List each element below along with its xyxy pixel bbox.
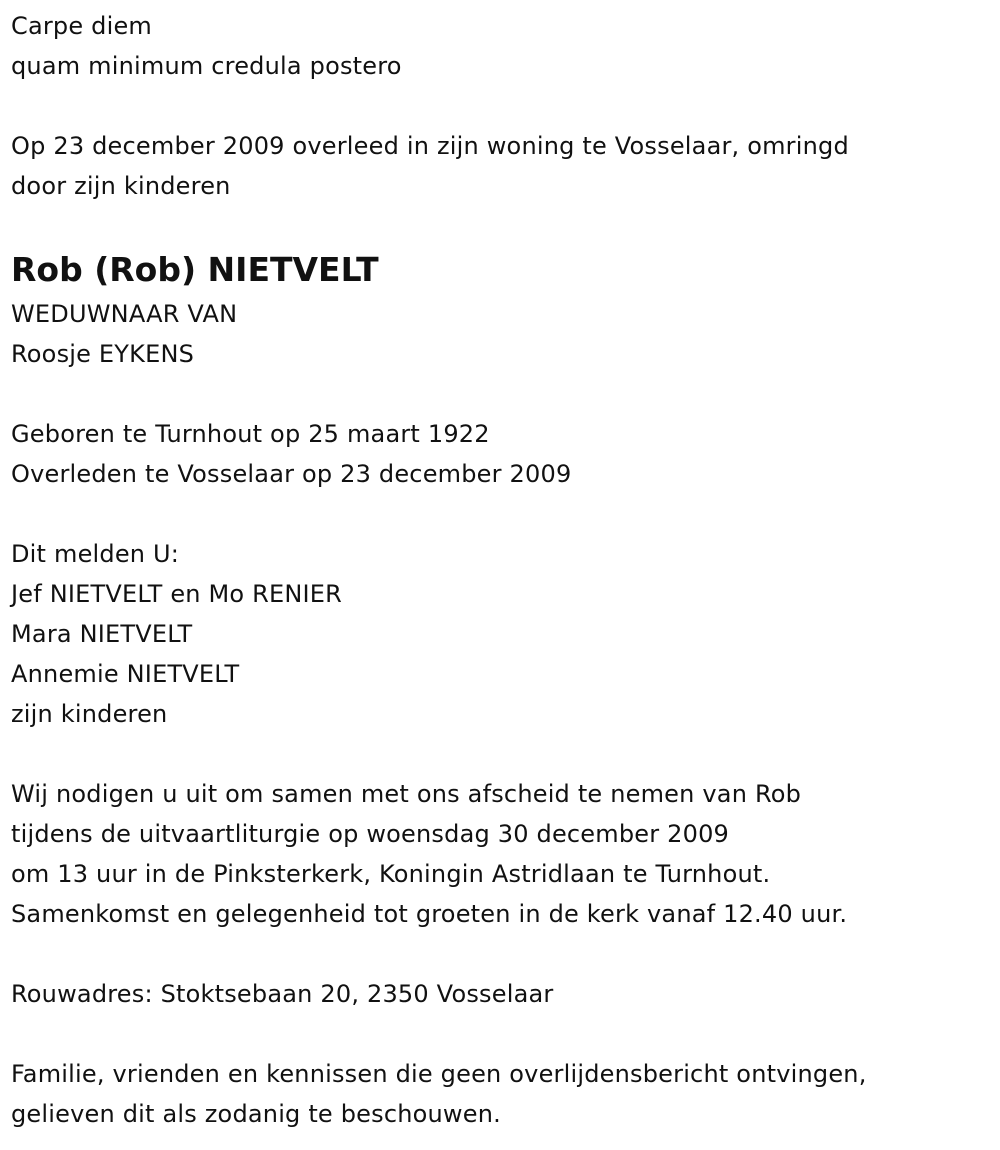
motto-line: quam minimum credula postero <box>11 52 402 80</box>
mourning-address: Rouwadres: Stoktsebaan 20, 2350 Vosselaar <box>11 980 554 1008</box>
dates <box>11 414 1000 494</box>
announcer-line: Jef NIETVELT en Mo RENIER <box>11 580 343 608</box>
announcer-line: Mara NIETVELT <box>11 620 193 648</box>
spouse-line: Roosje EYKENS <box>11 340 195 368</box>
motto <box>11 6 1000 86</box>
spouse-line: WEDUWNAAR VAN <box>11 300 238 328</box>
closing-line: Familie, vrienden en kennissen die geen overlijdensbericht ontvingen, <box>11 1060 867 1088</box>
intro-line: Op 23 december 2009 overleed in zijn woning te Vosselaar, omringd <box>11 132 849 160</box>
announcer-line: Dit melden U: <box>11 540 180 568</box>
ceremony-line: om 13 uur in de Pinksterkerk, Koningin Astridlaan te Turnhout. <box>11 860 771 888</box>
announcer-line: zijn kinderen <box>11 700 168 728</box>
ceremony <box>11 774 1000 934</box>
ceremony-line: tijdens de uitvaartliturgie op woensdag 30 december 2009 <box>11 820 730 848</box>
spouse <box>11 294 1000 374</box>
closing <box>11 1054 1000 1134</box>
ceremony-line: Wij nodigen u uit om samen met ons afscheid te nemen van Rob <box>11 780 802 808</box>
death-line: Overleden te Vosselaar op 23 december 2009 <box>11 460 572 488</box>
ceremony-line: Samenkomst en gelegenheid tot groeten in de kerk vanaf 12.40 uur. <box>11 900 848 928</box>
birth-line: Geboren te Turnhout op 25 maart 1922 <box>11 420 490 448</box>
motto-line: Carpe diem <box>11 12 153 40</box>
closing-line: gelieven dit als zodanig te beschouwen. <box>11 1100 501 1128</box>
announcers <box>11 534 1000 734</box>
deceased-name: Rob (Rob) NIETVELT <box>11 250 379 289</box>
announcer-line: Annemie NIETVELT <box>11 660 240 688</box>
intro-line: door zijn kinderen <box>11 172 231 200</box>
intro <box>11 126 1000 206</box>
